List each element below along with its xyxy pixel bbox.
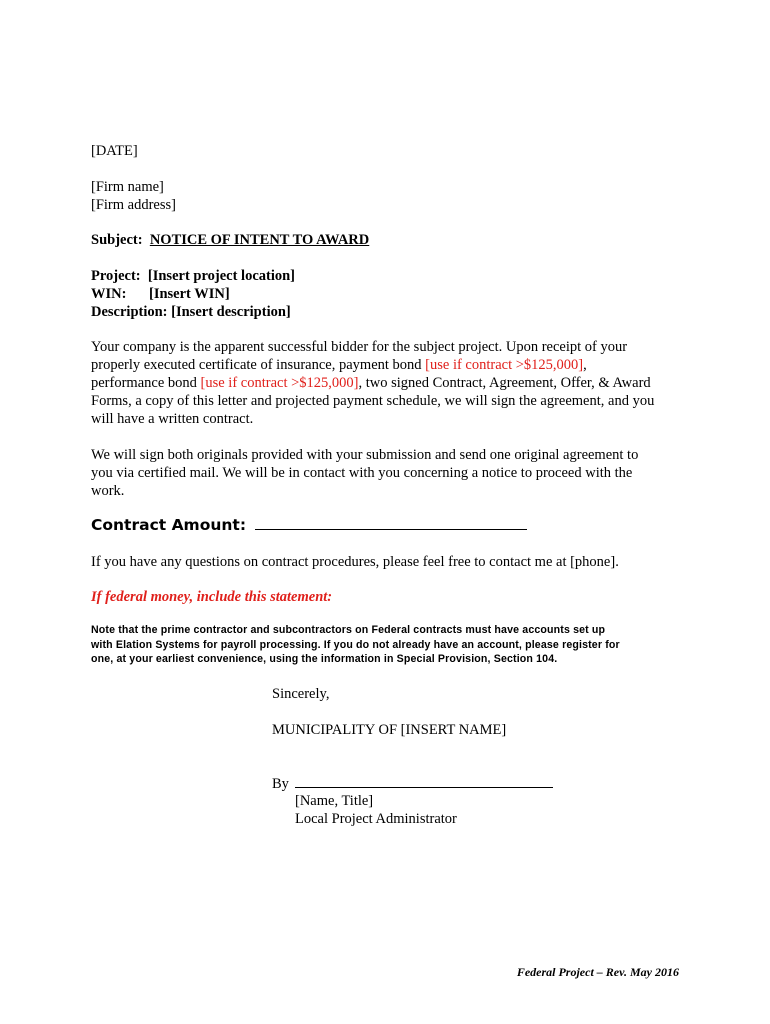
organization-name: MUNICIPALITY OF [INSERT NAME] bbox=[272, 722, 507, 738]
page-footer: Federal Project – Rev. May 2016 bbox=[516, 965, 679, 979]
win-value: [Insert WIN] bbox=[149, 286, 230, 302]
firm-address: [Firm address] bbox=[91, 197, 176, 213]
win-label: WIN: bbox=[91, 286, 127, 302]
win-line bbox=[91, 285, 691, 303]
questions-paragraph bbox=[91, 553, 691, 571]
paragraph-line: Forms, a copy of this letter and projected payment schedule, we will sign the agreement, and you bbox=[91, 393, 655, 409]
date-text: [DATE] bbox=[91, 143, 138, 159]
subject-value: NOTICE OF INTENT TO AWARD bbox=[149, 232, 370, 248]
contract-amount-label: Contract Amount: bbox=[91, 516, 247, 534]
recipient-block bbox=[91, 178, 691, 214]
paragraph-text: properly executed certificate of insurance, payment bond bbox=[91, 357, 426, 373]
paragraph-line bbox=[91, 374, 691, 392]
conditional-note: [use if contract >$125,000] bbox=[200, 375, 359, 391]
signature-row bbox=[272, 775, 553, 793]
paragraph-line bbox=[91, 356, 691, 374]
paragraph-line: you via certified mail. We will be in contact with you concerning a notice to proceed with the bbox=[91, 465, 633, 481]
firm-name: [Firm name] bbox=[91, 179, 164, 195]
body-paragraph-2 bbox=[91, 446, 691, 500]
paragraph-line: will have a written contract. bbox=[91, 411, 254, 427]
subject-label: Subject: bbox=[91, 232, 143, 248]
signer-role: Local Project Administrator bbox=[295, 811, 457, 827]
description-label: Description: bbox=[91, 304, 168, 320]
contract-amount-blank[interactable] bbox=[255, 515, 527, 530]
paragraph-line: We will sign both originals provided with your submission and send one original agreement to bbox=[91, 447, 639, 463]
paragraph-text: performance bond bbox=[91, 375, 201, 391]
by-label: By bbox=[272, 776, 289, 792]
body-paragraph-1 bbox=[91, 338, 691, 428]
note-line: Note that the prime contractor and subcontractors on Federal contracts must have accounts set up bbox=[91, 624, 606, 636]
contract-amount-row bbox=[91, 515, 527, 535]
paragraph-line: work. bbox=[91, 483, 125, 499]
description-value: [Insert description] bbox=[171, 304, 291, 320]
note-line: with Elation Systems for payroll processing. If you do not already have an account, please register for bbox=[91, 638, 620, 651]
date-placeholder bbox=[91, 142, 691, 160]
project-line bbox=[91, 267, 691, 285]
note-line: one, at your earliest convenience, using the information in Special Provision, Section 104. bbox=[91, 653, 558, 665]
project-value: [Insert project location] bbox=[147, 268, 296, 284]
paragraph-text: , two signed Contract, Agreement, Offer, & Award bbox=[358, 375, 651, 391]
signer-name-title: [Name, Title] bbox=[295, 793, 374, 809]
paragraph-text: , bbox=[583, 357, 587, 373]
federal-note bbox=[91, 623, 691, 667]
description-line bbox=[91, 303, 691, 321]
subject-line bbox=[91, 231, 691, 249]
signer-block bbox=[295, 792, 457, 828]
signature-line[interactable] bbox=[295, 775, 553, 788]
project-label: Project: bbox=[91, 268, 141, 284]
questions-text: If you have any questions on contract procedures, please feel free to contact me at [phone]. bbox=[91, 554, 619, 570]
closing: Sincerely, bbox=[272, 686, 330, 702]
conditional-note: [use if contract >$125,000] bbox=[425, 357, 584, 373]
paragraph-line: Your company is the apparent successful bidder for the subject project. Upon receipt of your bbox=[91, 339, 628, 355]
project-block bbox=[91, 267, 691, 321]
federal-heading: If federal money, include this statement: bbox=[91, 589, 333, 605]
